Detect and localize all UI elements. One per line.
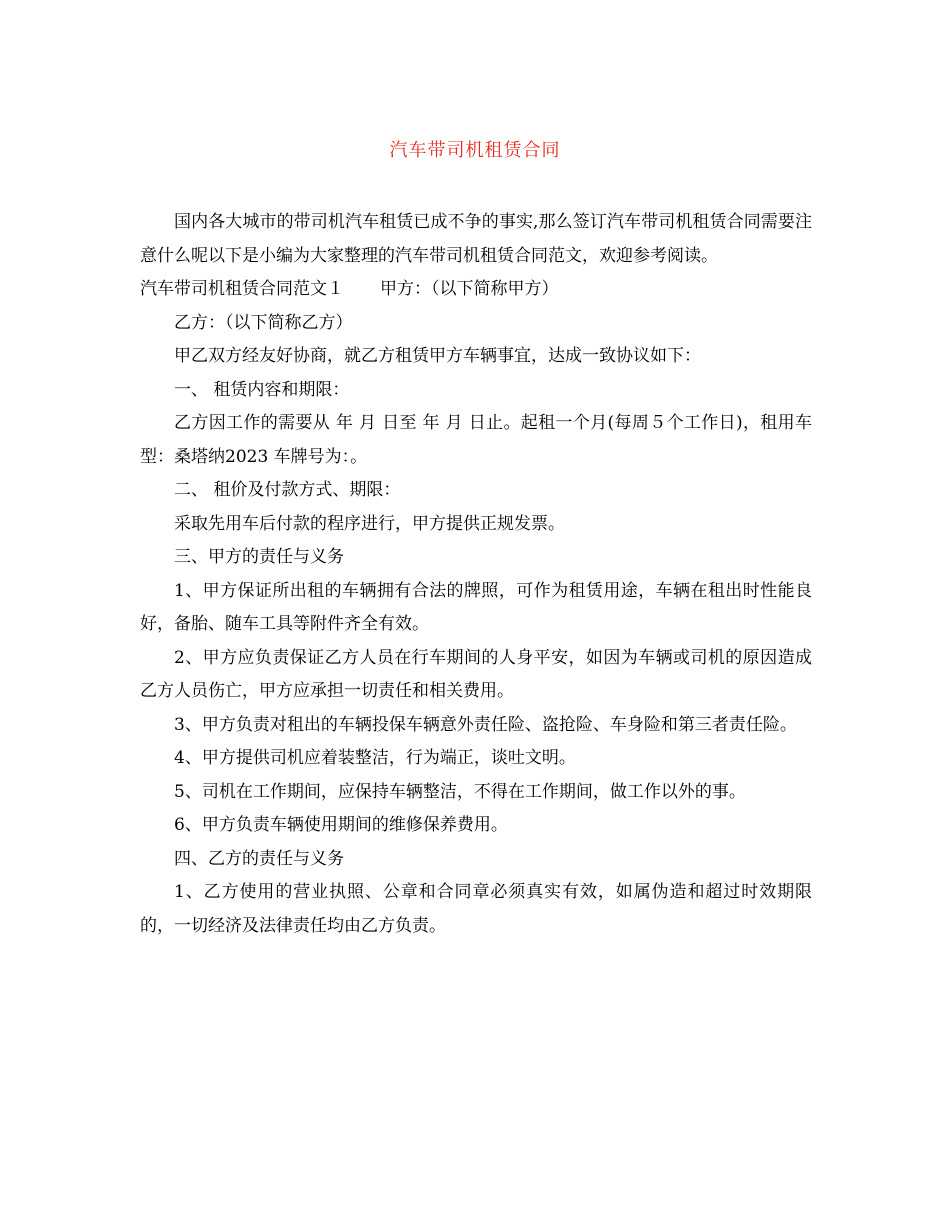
clause-3-2: 2、甲方应负责保证乙方人员在行车期间的人身平安，如因为车辆或司机的原因造成乙方人员伤亡，甲方应承担一切责任和相关费用。 <box>140 647 812 701</box>
clause-3-3: 3、甲方负责对租出的车辆投保车辆意外责任险、盗抢险、车身险和第三者责任险。 <box>174 714 797 735</box>
clause-4-1: 1、乙方使用的营业执照、公章和合同章必须真实有效，如属伪造和超过时效期限的，一切经济及法律责任均由乙方负责。 <box>140 882 812 936</box>
document-body <box>140 206 812 943</box>
section-4-heading: 四、乙方的责任与义务 <box>174 848 344 869</box>
agreement-paragraph: 甲乙双方经友好协商，就乙方租赁甲方车辆事宜，达成一致协议如下： <box>174 346 701 366</box>
clause-3-5: 5、司机在工作期间，应保持车辆整洁，不得在工作期间，做工作以外的事。 <box>174 781 746 802</box>
clause-3-4: 4、甲方提供司机应着装整洁，行为端正，谈吐文明。 <box>174 748 576 768</box>
section-2-heading: 二、 租价及付款方式、期限： <box>174 480 401 500</box>
party-a-line: 甲方：（以下简称甲方） <box>380 279 559 299</box>
intro-paragraph: 国内各大城市的带司机汽车租赁已成不争的事实,那么签订汽车带司机租赁合同需要注意什么呢以下是小编为大家整理的汽车带司机租赁合同范文，欢迎参考阅读。 <box>140 212 812 266</box>
section-2-paragraph: 采取先用车后付款的程序进行，甲方提供正规发票。 <box>174 513 565 534</box>
section-3-heading: 三、甲方的责任与义务 <box>174 547 344 567</box>
document-title: 汽车带司机租赁合同 <box>389 140 561 161</box>
section-1-heading: 一、 租赁内容和期限： <box>174 379 350 400</box>
sample-heading: 汽车带司机租赁合同范文１ <box>140 279 344 299</box>
section-1-paragraph: 乙方因工作的需要从 年 月 日至 年 月 日止。起租一个月(每周５个工作日)，租用车型：桑塔纳2023 车牌号为：。 <box>140 413 812 467</box>
party-b-line: 乙方：（以下简称乙方） <box>174 312 353 333</box>
clause-3-1: 1、甲方保证所出租的车辆拥有合法的牌照，可作为租赁用途，车辆在租出时性能良好，备胎、随车工具等附件齐全有效。 <box>140 580 812 634</box>
clause-3-6: 6、甲方负责车辆使用期间的维修保养费用。 <box>174 815 508 835</box>
sample-heading-line <box>140 273 812 307</box>
